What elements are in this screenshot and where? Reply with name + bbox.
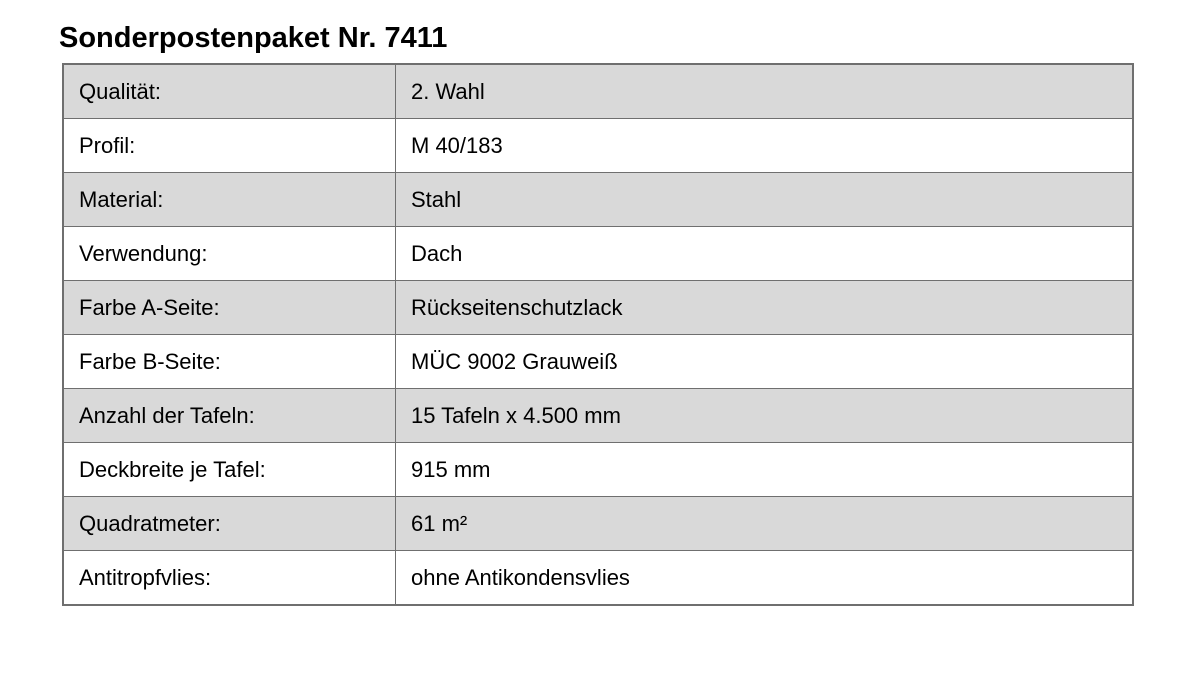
spec-table [62, 63, 1134, 606]
table-row [63, 335, 1133, 389]
table-row [63, 173, 1133, 227]
table-row [63, 64, 1133, 119]
row-value: Stahl [396, 173, 1134, 227]
row-label: Antitropfvlies: [63, 551, 396, 606]
row-value: 2. Wahl [396, 64, 1134, 119]
row-value: M 40/183 [396, 119, 1134, 173]
table-row [63, 551, 1133, 606]
table-row [63, 119, 1133, 173]
row-label: Qualität: [63, 64, 396, 119]
row-label: Material: [63, 173, 396, 227]
page-title: Sonderpostenpaket Nr. 7411 [59, 22, 448, 54]
table-row [63, 389, 1133, 443]
row-label: Verwendung: [63, 227, 396, 281]
row-value: ohne Antikondensvlies [396, 551, 1134, 606]
row-value: 15 Tafeln x 4.500 mm [396, 389, 1134, 443]
table-row [63, 497, 1133, 551]
row-label: Farbe A-Seite: [63, 281, 396, 335]
row-value: 61 m² [396, 497, 1134, 551]
spec-table-body [63, 64, 1133, 605]
table-row [63, 227, 1133, 281]
table-row [63, 281, 1133, 335]
row-value: 915 mm [396, 443, 1134, 497]
row-label: Anzahl der Tafeln: [63, 389, 396, 443]
row-value: Rückseitenschutzlack [396, 281, 1134, 335]
row-value: Dach [396, 227, 1134, 281]
row-label: Quadratmeter: [63, 497, 396, 551]
row-label: Farbe B-Seite: [63, 335, 396, 389]
row-label: Profil: [63, 119, 396, 173]
table-row [63, 443, 1133, 497]
row-value: MÜC 9002 Grauweiß [396, 335, 1134, 389]
row-label: Deckbreite je Tafel: [63, 443, 396, 497]
